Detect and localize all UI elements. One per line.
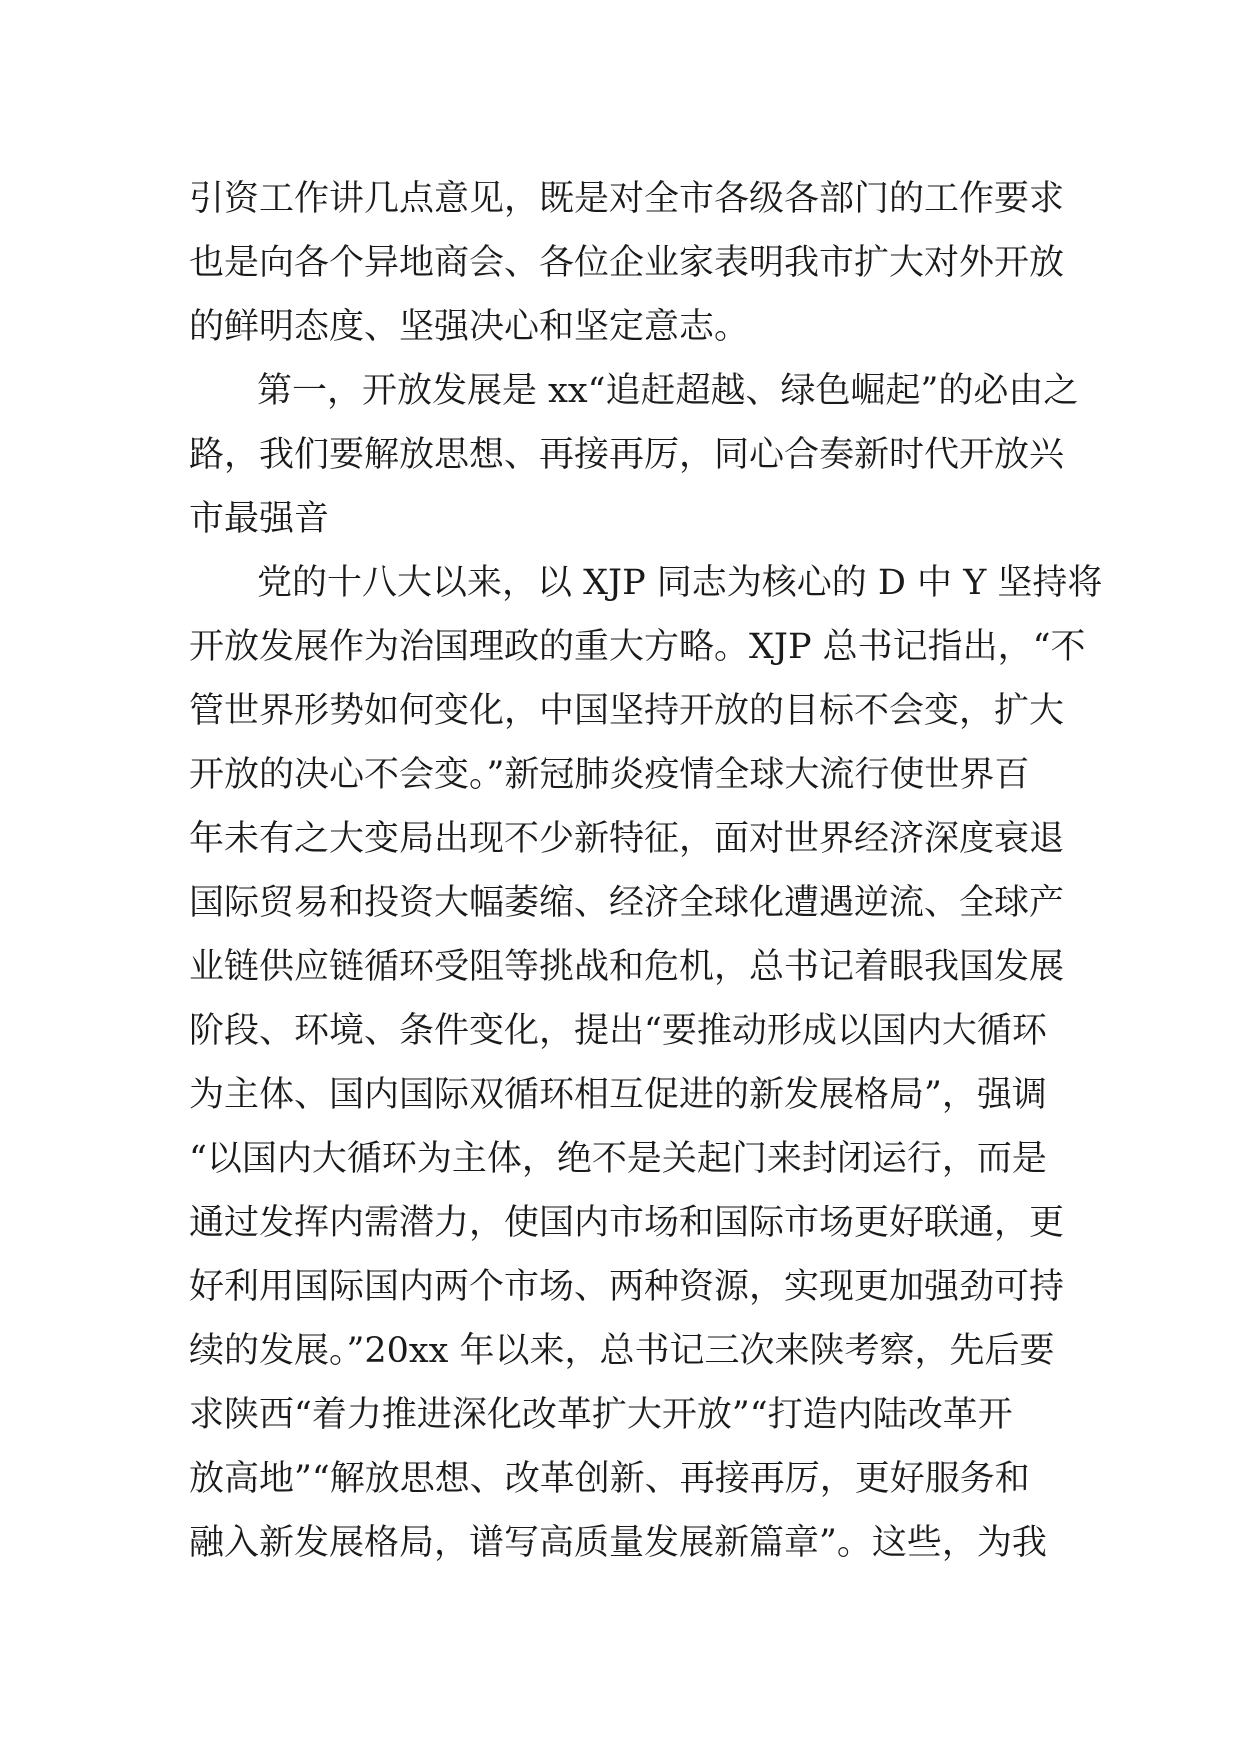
- text-line: 续的发展。”20xx 年以来，总书记三次来陕考察，先后要: [189, 1331, 1055, 1371]
- text-line: 开放的决心不会变。”新冠肺炎疫情全球大流行使世界百: [189, 755, 1030, 795]
- text-line: 管世界形势如何变化，中国坚持开放的目标不会变，扩大: [189, 691, 1065, 731]
- text-line: 开放发展作为治国理政的重大方略。XJP 总书记指出，“不: [189, 627, 1086, 667]
- text-line: 国际贸易和投资大幅萎缩、经济全球化遭遇逆流、全球产: [189, 883, 1065, 923]
- text-line: 为主体、国内国际双循环相互促进的新发展格局”，强调: [189, 1075, 1047, 1115]
- text-line: 业链供应链循环受阻等挑战和危机，总书记着眼我国发展: [189, 947, 1065, 987]
- text-line: 引资工作讲几点意见，既是对全市各级各部门的工作要求: [189, 179, 1065, 219]
- section-heading-line: 市最强音: [189, 499, 330, 539]
- text-line: 的鲜明态度、坚强决心和坚定意志。: [189, 307, 750, 347]
- text-line: 通过发挥内需潜力，使国内市场和国际市场更好联通，更: [189, 1203, 1065, 1243]
- text-line: “以国内大循环为主体，绝不是关起门来封闭运行，而是: [189, 1139, 1047, 1179]
- text-line: 放高地”“解放思想、改革创新、再接再厉，更好服务和: [189, 1459, 1030, 1499]
- section-heading-line: 第一，开放发展是 xx“追赶超越、绿色崛起”的必由之: [257, 371, 1079, 411]
- text-line: 好利用国际国内两个市场、两种资源，实现更加强劲可持: [189, 1267, 1065, 1307]
- text-line: 阶段、环境、条件变化，提出“要推动形成以国内大循环: [189, 1011, 1047, 1051]
- text-line: 求陕西“着力推进深化改革扩大开放”“打造内陆改革开: [189, 1395, 1013, 1435]
- section-heading-line: 路，我们要解放思想、再接再厉，同心合奏新时代开放兴: [189, 435, 1065, 475]
- text-line: 融入新发展格局，谱写高质量发展新篇章”。这些，为我: [189, 1523, 1047, 1563]
- text-line: 党的十八大以来，以 XJP 同志为核心的 D 中 Y 坚持将: [257, 563, 1103, 603]
- text-line: 也是向各个异地商会、各位企业家表明我市扩大对外开放: [189, 243, 1065, 283]
- text-line: 年未有之大变局出现不少新特征，面对世界经济深度衰退: [189, 819, 1065, 859]
